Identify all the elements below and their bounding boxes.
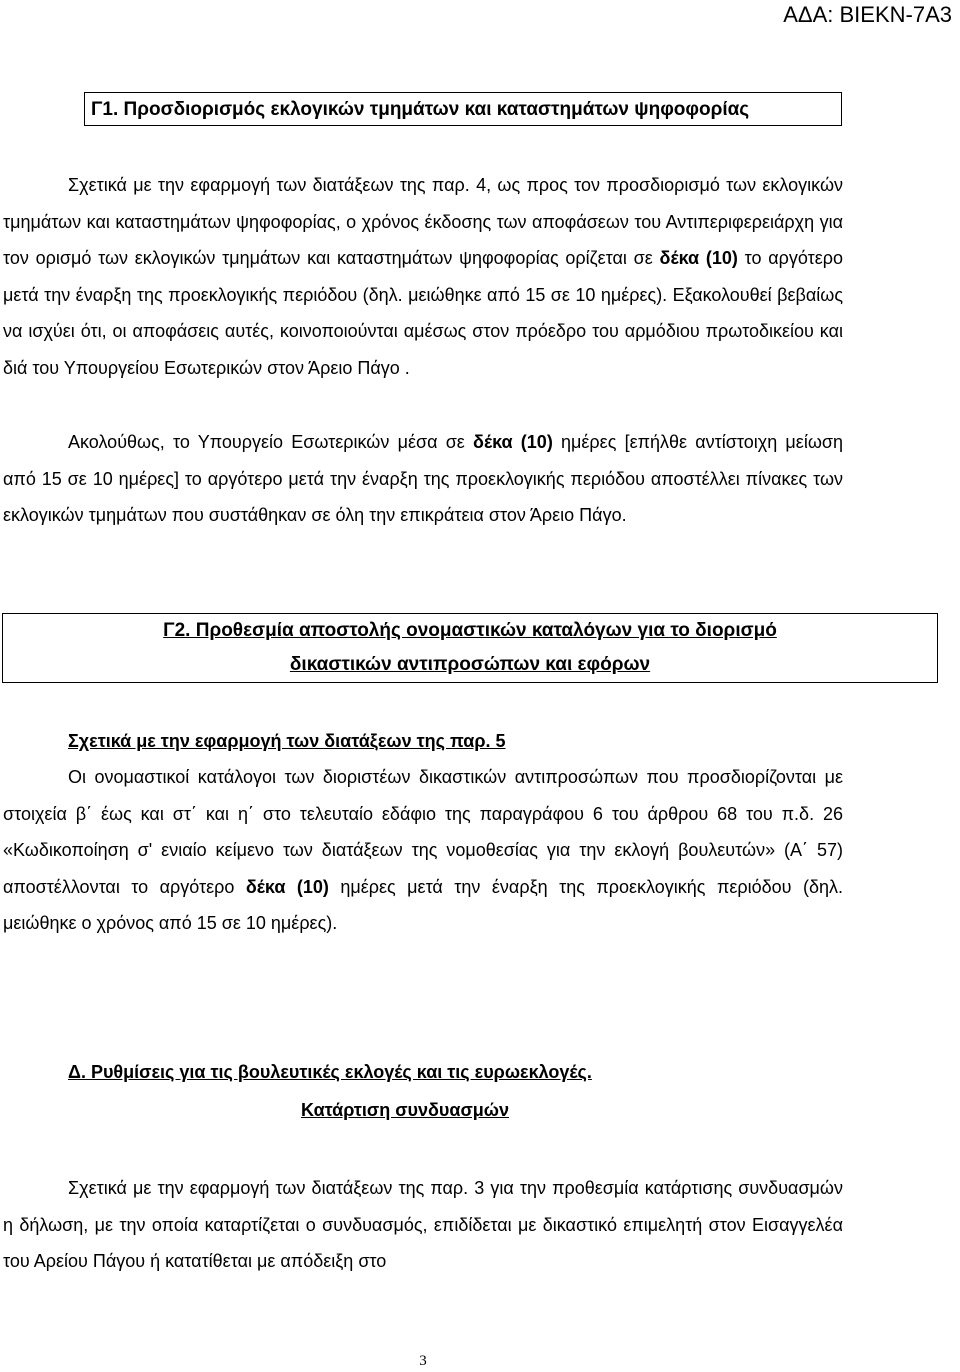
section-g2-title-box: [2, 613, 938, 683]
text-run: ημέρες [επήλθε αντίστοιχη μείωση από 15 σε 10 ημέρες] το αργότερο μετά την έναρξη της προεκλογικής περιόδου αποστέλλει πίνακες των εκλογικών τμημάτων που συστάθηκαν σε όλη την επικράτεια στον Άρειο Πάγο.: [3, 432, 843, 525]
text-run: Οι ονομαστικοί κατάλογοι των διοριστέων δικαστικών αντιπροσώπων που προσδιορίζονται με στοιχεία β΄ έως και στ΄ και η΄ στο τελευταίο εδάφιο της παραγράφου 6 του άρθρου 68 του π.δ. 26 «Κωδικοποίηση σ' ενιαίο κείμενο των διατάξεων της νομοθεσίας για την εκλογή βουλευτών» (Α΄ 57) αποστέλλονται το αργότερο: [3, 767, 843, 897]
section-g1-paragraph-2: [3, 424, 843, 534]
bold-run: δέκα (10): [245, 876, 329, 897]
section-d-title-text: Δ. Ρυθμίσεις για τις βουλευτικές εκλογές και τις ευρωεκλογές.: [68, 1062, 592, 1082]
section-g1-title: Γ1. Προσδιορισμός εκλογικών τμημάτων και καταστημάτων ψηφοφορίας: [91, 99, 750, 120]
section-g1-paragraph-1: [3, 167, 843, 386]
section-d-paragraph-1: Σχετικά με την εφαρμογή των διατάξεων της παρ. 3 για την προθεσμία κατάρτισης συνδυασμών η δήλωση, με την οποία καταρτίζεται ο συνδυασμός, επιδίδεται με δικαστικό επιμελητή στον Εισαγγελέα του Αρείου Πάγου ή κατατίθεται με απόδειξη στο: [3, 1178, 843, 1271]
text-run: Σχετικά με την εφαρμογή των διατάξεων της παρ. 4, ως προς τον προσδιορισμό των εκλογικών τμημάτων και καταστημάτων ψηφοφορίας, ο χρόνος έκδοσης των αποφάσεων του Αντιπεριφερειάρχη για τον ορισμό των εκλογικών τμημάτων και καταστημάτων ψηφοφορίας ορίζεται σε: [3, 175, 843, 268]
text-run: το αργότερο μετά την έναρξη της προεκλογικής περιόδου (δηλ. μειώθηκε από 15 σε 10 ημέρες). Εξακολουθεί βεβαίως να ισχύει ότι, οι αποφάσεις αυτές, κοινοποιούνται αμέσως στον πρόεδρο του αρμόδιου πρωτοδικείου και διά του Υπουργείου Εσωτερικών στον Άρειο Πάγο .: [3, 248, 844, 378]
section-d-title: [68, 1062, 592, 1083]
section-g2-title-line-1: Γ2. Προθεσμία αποστολής ονομαστικών καταλόγων για το διορισμό: [163, 620, 777, 641]
bold-run: δέκα (10): [659, 248, 738, 268]
page-number: 3: [419, 1353, 427, 1369]
section-g2-paragraph-1: [3, 759, 843, 942]
text-run: Ακολούθως, το Υπουργείο Εσωτερικών μέσα σε: [68, 432, 474, 452]
text-run: ημέρες μετά την έναρξη της προεκλογικής περιόδου (δηλ. μειώθηκε ο χρόνος από 15 σε 10 ημέρες).: [3, 876, 843, 933]
section-g2-subheading: Σχετικά με την εφαρμογή των διατάξεων της παρ. 5: [68, 731, 506, 751]
document-code: ΑΔΑ: ΒΙΕΚΝ-7Α3: [783, 2, 952, 27]
bold-run: δέκα (10): [473, 432, 553, 452]
section-g1-title-box: [84, 92, 842, 126]
section-g2-title-line-2: δικαστικών αντιπροσώπων και εφόρων: [289, 654, 651, 675]
section-d-subheading: Κατάρτιση συνδυασμών: [300, 1100, 510, 1120]
